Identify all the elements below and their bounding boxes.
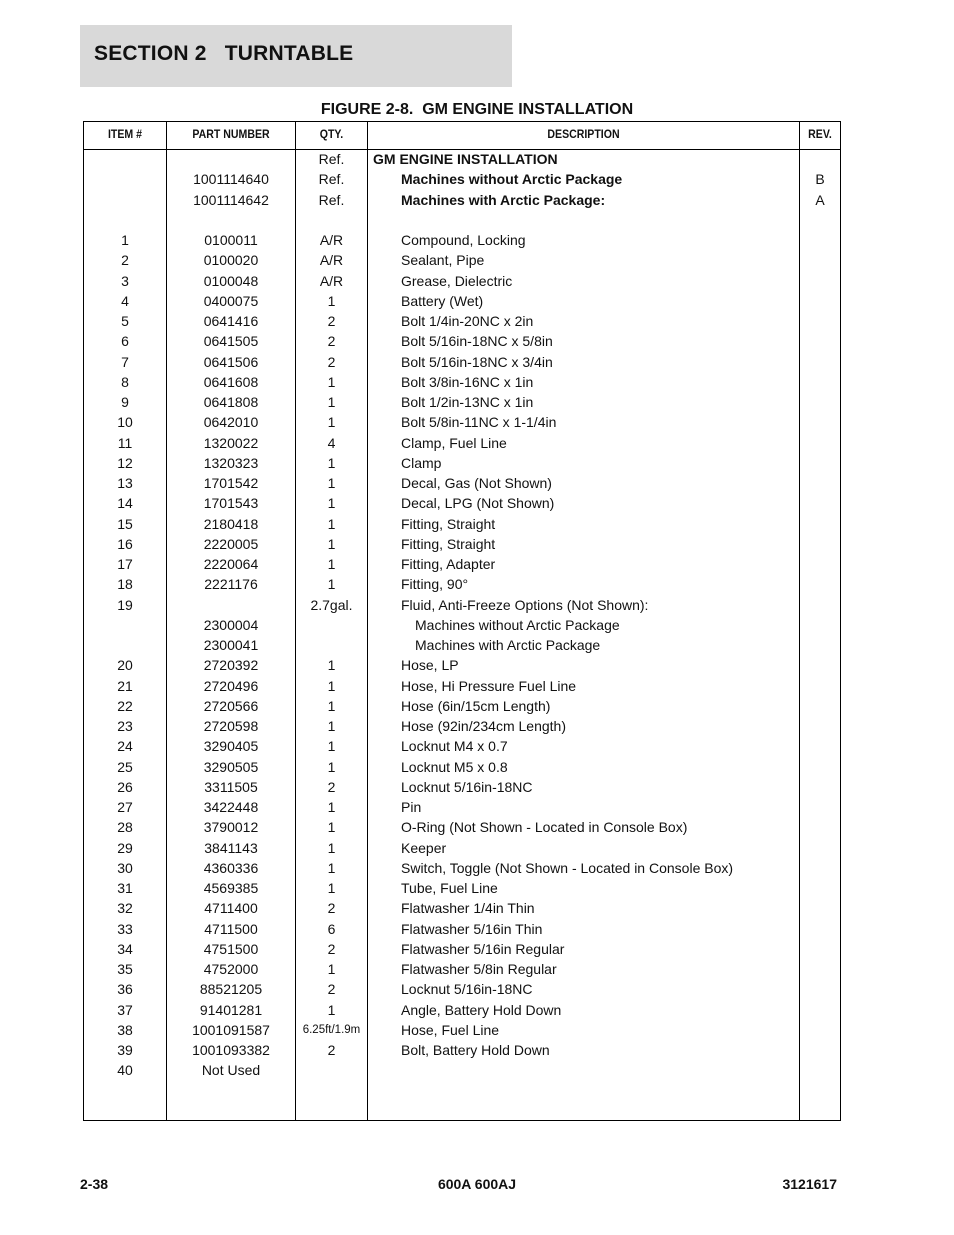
- quantity: 1: [327, 859, 336, 876]
- description: Fitting, Adapter: [401, 556, 496, 572]
- quantity: 1: [327, 758, 336, 775]
- item-number: 17: [117, 556, 133, 572]
- revision: [800, 493, 840, 513]
- table-row: [84, 1020, 840, 1040]
- quantity: 2: [327, 313, 336, 329]
- description: Flatwasher 5/16in Regular: [401, 940, 565, 957]
- table-row: [84, 1060, 840, 1080]
- table-row: [84, 271, 840, 291]
- part-number: 4711500: [204, 920, 258, 937]
- quantity: 1: [327, 961, 336, 977]
- quantity: 1: [327, 697, 336, 714]
- part-number: 2720496: [203, 677, 259, 694]
- description: Grease, Dielectric: [401, 272, 513, 289]
- quantity: 4: [327, 434, 336, 451]
- table-row: [84, 574, 840, 594]
- table-row: [84, 514, 840, 534]
- table-row: [84, 959, 840, 979]
- revision: [800, 574, 840, 594]
- quantity: 1: [327, 373, 336, 390]
- item-number: 26: [117, 778, 133, 795]
- part-number: Not Used: [201, 1062, 261, 1079]
- part-number: 3311505: [204, 778, 258, 795]
- description: Locknut M5 x 0.8: [401, 758, 508, 775]
- item-number: 28: [117, 819, 133, 836]
- quantity: 2: [327, 981, 336, 998]
- quantity: 6: [327, 920, 336, 937]
- revision: [800, 878, 840, 898]
- description: Bolt, Battery Hold Down: [401, 1042, 550, 1058]
- revision: [800, 716, 840, 736]
- item-number: 3: [121, 272, 129, 289]
- table-row: [84, 797, 840, 817]
- description: Flatwasher 5/16in Thin: [401, 920, 543, 937]
- part-number: 0100048: [203, 272, 259, 289]
- description: Locknut 5/16in-18NC: [401, 981, 533, 998]
- part-number: 2221176: [204, 576, 258, 593]
- quantity: 1: [327, 1001, 336, 1018]
- revision: [800, 757, 840, 777]
- quantity: A/R: [319, 232, 344, 248]
- item-number: 21: [117, 677, 133, 694]
- quantity: 1: [327, 880, 336, 896]
- table-row: [84, 331, 840, 351]
- table-row: [84, 453, 840, 473]
- part-number: 4711400: [204, 900, 258, 917]
- quantity: 1: [327, 556, 336, 572]
- quantity: 1: [327, 535, 336, 552]
- table-row: [84, 615, 840, 635]
- description: GM ENGINE INSTALLATION: [373, 151, 558, 167]
- revision: [800, 149, 840, 169]
- table-row: [84, 655, 840, 675]
- item-number: 24: [117, 738, 133, 755]
- part-number: 1001093382: [192, 1042, 270, 1058]
- table-row: [84, 898, 840, 918]
- item-number: 10: [117, 414, 133, 431]
- revision: [800, 230, 840, 250]
- item-number: 36: [117, 981, 133, 998]
- revision: [800, 1040, 840, 1060]
- description: Decal, Gas (Not Shown): [401, 475, 552, 491]
- item-number: [84, 210, 166, 230]
- quantity: [296, 635, 367, 655]
- table-row: [84, 736, 840, 756]
- table-row: [84, 412, 840, 432]
- table-row: [84, 696, 840, 716]
- item-number: [84, 635, 166, 655]
- part-number: 3290505: [203, 758, 259, 775]
- quantity: A/R: [319, 272, 344, 289]
- table-row: [84, 757, 840, 777]
- table-row: [84, 372, 840, 392]
- document-number: 3121617: [782, 1176, 837, 1192]
- table-row: [84, 635, 840, 655]
- part-number: 2720392: [203, 657, 259, 674]
- revision: [800, 433, 840, 453]
- description: Machines with Arctic Package:: [401, 191, 606, 208]
- revision: [800, 210, 840, 230]
- quantity: 6.25ft/1.9m: [302, 1023, 361, 1036]
- part-number: 4360336: [203, 859, 259, 876]
- revision: [800, 676, 840, 696]
- quantity: 2: [327, 353, 336, 370]
- part-number: 0100011: [204, 232, 258, 248]
- part-number: 3841143: [204, 839, 258, 856]
- table-row: [84, 210, 840, 230]
- quantity: 1: [327, 839, 336, 856]
- part-number: [167, 595, 295, 615]
- revision: [800, 372, 840, 392]
- revision: [800, 838, 840, 858]
- revision: [800, 453, 840, 473]
- item-number: [84, 615, 166, 635]
- revision: [800, 352, 840, 372]
- quantity: 2.7gal.: [310, 596, 353, 613]
- quantity: A/R: [319, 252, 344, 269]
- revision: [800, 534, 840, 554]
- part-number: 1320323: [203, 454, 259, 471]
- quantity: 1: [327, 657, 336, 674]
- part-number: 0641506: [203, 353, 259, 370]
- description: Hose, LP: [401, 657, 459, 674]
- item-number: 33: [117, 920, 133, 937]
- revision: [800, 635, 840, 655]
- description: Machines without Arctic Package: [401, 171, 623, 188]
- table-header: [84, 122, 840, 150]
- revision: B: [815, 171, 825, 188]
- revision: [800, 919, 840, 939]
- quantity: 1: [327, 292, 336, 309]
- part-number: 4751500: [203, 940, 259, 957]
- item-number: 38: [117, 1021, 133, 1038]
- description: Decal, LPG (Not Shown): [401, 495, 555, 512]
- quantity: [296, 615, 367, 635]
- table-row: [84, 919, 840, 939]
- item-number: 34: [117, 940, 133, 957]
- quantity: 1: [327, 819, 336, 836]
- quantity: 2: [327, 778, 336, 795]
- header-part-number: PART NUMBER: [192, 127, 270, 141]
- item-number: 14: [117, 495, 133, 512]
- table-row: [84, 493, 840, 513]
- description: Bolt 5/16in-18NC x 3/4in: [401, 353, 553, 370]
- part-number: 1001114640: [193, 171, 269, 188]
- item-number: 37: [117, 1001, 133, 1018]
- description: Hose (92in/234cm Length): [401, 718, 566, 734]
- table-row: [84, 817, 840, 837]
- item-number: 18: [117, 576, 133, 593]
- item-number: 20: [117, 657, 133, 674]
- table-row: [84, 190, 840, 210]
- item-number: 22: [117, 697, 133, 714]
- description: Fitting, Straight: [401, 535, 496, 552]
- revision: [800, 817, 840, 837]
- description: O-Ring (Not Shown - Located in Console Box): [401, 819, 688, 836]
- revision: [800, 250, 840, 270]
- quantity: [296, 210, 367, 230]
- quantity: 1: [327, 414, 336, 431]
- quantity: 1: [327, 677, 336, 694]
- item-number: 27: [117, 799, 133, 815]
- header-rev: REV.: [808, 127, 832, 141]
- item-number: 1: [121, 232, 129, 248]
- revision: A: [815, 191, 825, 208]
- table-row: [84, 392, 840, 412]
- description: Fluid, Anti-Freeze Options (Not Shown):: [401, 596, 649, 613]
- part-number: 1701542: [203, 475, 259, 491]
- description: Fitting, Straight: [401, 515, 496, 532]
- revision: [800, 1060, 840, 1080]
- table-row: [84, 939, 840, 959]
- table-row: [84, 352, 840, 372]
- page-number: 2-38: [80, 1176, 109, 1192]
- quantity: 1: [327, 718, 336, 734]
- description: Hose, Hi Pressure Fuel Line: [401, 677, 577, 694]
- part-number: 2180418: [203, 515, 259, 532]
- part-number: 2300041: [203, 637, 259, 653]
- revision: [800, 777, 840, 797]
- table-row: [84, 554, 840, 574]
- part-number: 3290405: [203, 738, 259, 755]
- revision: [800, 959, 840, 979]
- item-number: 4: [121, 292, 129, 309]
- revision: [800, 1000, 840, 1020]
- description: Bolt 3/8in-16NC x 1in: [401, 373, 534, 390]
- part-number: 4752000: [203, 961, 259, 977]
- table-row: [84, 230, 840, 250]
- item-number: 7: [121, 353, 129, 370]
- part-number: 0641416: [203, 313, 259, 329]
- revision: [800, 655, 840, 675]
- quantity: 1: [327, 576, 336, 593]
- description: Bolt 1/2in-13NC x 1in: [401, 394, 534, 410]
- revision: [800, 1020, 840, 1040]
- item-number: 9: [121, 394, 129, 410]
- quantity: 1: [327, 738, 336, 755]
- table-row: [84, 595, 840, 615]
- description: Machines with Arctic Package: [415, 637, 601, 653]
- table-row: [84, 473, 840, 493]
- item-number: 31: [117, 880, 133, 896]
- parts-table: [83, 121, 841, 1121]
- table-row: [84, 1040, 840, 1060]
- part-number: 1701543: [203, 495, 259, 512]
- item-number: 30: [117, 859, 133, 876]
- description: Hose, Fuel Line: [401, 1021, 500, 1038]
- revision: [800, 412, 840, 432]
- part-number: 0400075: [203, 292, 259, 309]
- section-banner: [80, 25, 512, 87]
- revision: [800, 898, 840, 918]
- quantity: 1: [327, 454, 336, 471]
- description: [373, 1060, 826, 1080]
- description: Compound, Locking: [401, 232, 526, 248]
- table-row: [84, 979, 840, 999]
- description: Locknut M4 x 0.7: [401, 738, 508, 755]
- description: Bolt 5/8in-11NC x 1-1/4in: [401, 414, 557, 431]
- item-number: 23: [117, 718, 133, 734]
- quantity: 2: [327, 940, 336, 957]
- revision: [800, 311, 840, 331]
- description: Battery (Wet): [401, 292, 484, 309]
- table-row: [84, 716, 840, 736]
- item-number: 5: [121, 313, 129, 329]
- item-number: 35: [117, 961, 133, 977]
- revision: [800, 615, 840, 635]
- item-number: 13: [117, 475, 133, 491]
- revision: [800, 696, 840, 716]
- part-number: 0100020: [203, 252, 259, 269]
- description: Pin: [401, 799, 422, 815]
- part-number: 2720566: [203, 697, 259, 714]
- part-number: 2220064: [203, 556, 259, 572]
- quantity: 2: [327, 333, 336, 350]
- table-row: [84, 838, 840, 858]
- quantity: Ref.: [318, 151, 345, 167]
- header-description: DESCRIPTION: [547, 127, 620, 141]
- part-number: 1001114642: [193, 191, 269, 208]
- revision: [800, 858, 840, 878]
- table-row: [84, 1000, 840, 1020]
- revision: [800, 939, 840, 959]
- table-row: [84, 676, 840, 696]
- part-number: 91401281: [199, 1001, 263, 1018]
- table-row: [84, 858, 840, 878]
- item-number: 32: [117, 900, 133, 917]
- item-number: [84, 169, 166, 189]
- description: Fitting, 90°: [401, 576, 469, 593]
- model-number: 600A 600AJ: [437, 1176, 517, 1192]
- item-number: 8: [121, 373, 129, 390]
- revision: [800, 331, 840, 351]
- part-number: 0641808: [203, 394, 259, 410]
- description: Clamp: [401, 454, 442, 471]
- table-row: [84, 433, 840, 453]
- part-number: 0641608: [203, 373, 259, 390]
- table-row: [84, 149, 840, 169]
- part-number: [167, 149, 295, 169]
- revision: [800, 797, 840, 817]
- description: Locknut 5/16in-18NC: [401, 778, 533, 795]
- table-row: [84, 291, 840, 311]
- revision: [800, 473, 840, 493]
- revision: [800, 979, 840, 999]
- quantity: 1: [327, 495, 336, 512]
- item-number: [84, 190, 166, 210]
- table-row: [84, 878, 840, 898]
- quantity: Ref.: [318, 191, 345, 208]
- description: Clamp, Fuel Line: [401, 434, 507, 451]
- quantity: 2: [327, 1042, 336, 1058]
- revision: [800, 291, 840, 311]
- item-number: 25: [117, 758, 133, 775]
- section-title: SECTION 2 TURNTABLE: [94, 42, 354, 65]
- table-row: [84, 169, 840, 189]
- table-row: [84, 311, 840, 331]
- description: Sealant, Pipe: [401, 252, 485, 269]
- description: Flatwasher 1/4in Thin: [401, 900, 535, 917]
- part-number: 0642010: [203, 414, 259, 431]
- item-number: 19: [117, 596, 133, 613]
- quantity: 1: [327, 394, 336, 410]
- description: Switch, Toggle (Not Shown - Located in Console Box): [401, 859, 734, 876]
- description: [373, 210, 826, 230]
- quantity: 1: [327, 515, 336, 532]
- part-number: 3422448: [203, 799, 259, 815]
- part-number: 2300004: [203, 616, 259, 633]
- description: Tube, Fuel Line: [401, 880, 498, 896]
- revision: [800, 271, 840, 291]
- item-number: 11: [117, 434, 133, 451]
- item-number: 15: [117, 515, 133, 532]
- revision: [800, 736, 840, 756]
- table-row: [84, 250, 840, 270]
- description: Hose (6in/15cm Length): [401, 697, 551, 714]
- revision: [800, 392, 840, 412]
- item-number: 16: [117, 535, 133, 552]
- header-item: ITEM #: [107, 127, 143, 141]
- part-number: 2220005: [203, 535, 259, 552]
- part-number: [167, 210, 295, 230]
- header-qty: QTY.: [319, 127, 344, 141]
- description: Angle, Battery Hold Down: [401, 1001, 562, 1018]
- quantity: [296, 1060, 367, 1080]
- figure-title: FIGURE 2-8. GM ENGINE INSTALLATION: [320, 101, 634, 118]
- item-number: 2: [121, 252, 129, 269]
- description: Machines without Arctic Package: [415, 616, 620, 633]
- item-number: 40: [117, 1062, 133, 1079]
- description: Bolt 5/16in-18NC x 5/8in: [401, 333, 553, 350]
- part-number: 1320022: [203, 434, 259, 451]
- description: Bolt 1/4in-20NC x 2in: [401, 313, 534, 329]
- item-number: 39: [117, 1042, 133, 1058]
- revision: [800, 554, 840, 574]
- description: Keeper: [401, 839, 447, 856]
- quantity: 1: [327, 799, 336, 815]
- item-number: [84, 149, 166, 169]
- part-number: 3790012: [203, 819, 259, 836]
- part-number: 1001091587: [192, 1021, 270, 1038]
- item-number: 6: [121, 333, 129, 350]
- quantity: Ref.: [318, 171, 345, 188]
- part-number: 4569385: [203, 880, 259, 896]
- part-number: 88521205: [199, 981, 263, 998]
- part-number: 0641505: [203, 333, 259, 350]
- quantity: 2: [327, 900, 336, 917]
- table-row: [84, 534, 840, 554]
- item-number: 12: [117, 454, 133, 471]
- item-number: 29: [117, 839, 133, 856]
- part-number: 2720598: [203, 718, 259, 734]
- quantity: 1: [327, 475, 336, 491]
- table-row: [84, 777, 840, 797]
- description: Flatwasher 5/8in Regular: [401, 961, 557, 977]
- revision: [800, 514, 840, 534]
- revision: [800, 595, 840, 615]
